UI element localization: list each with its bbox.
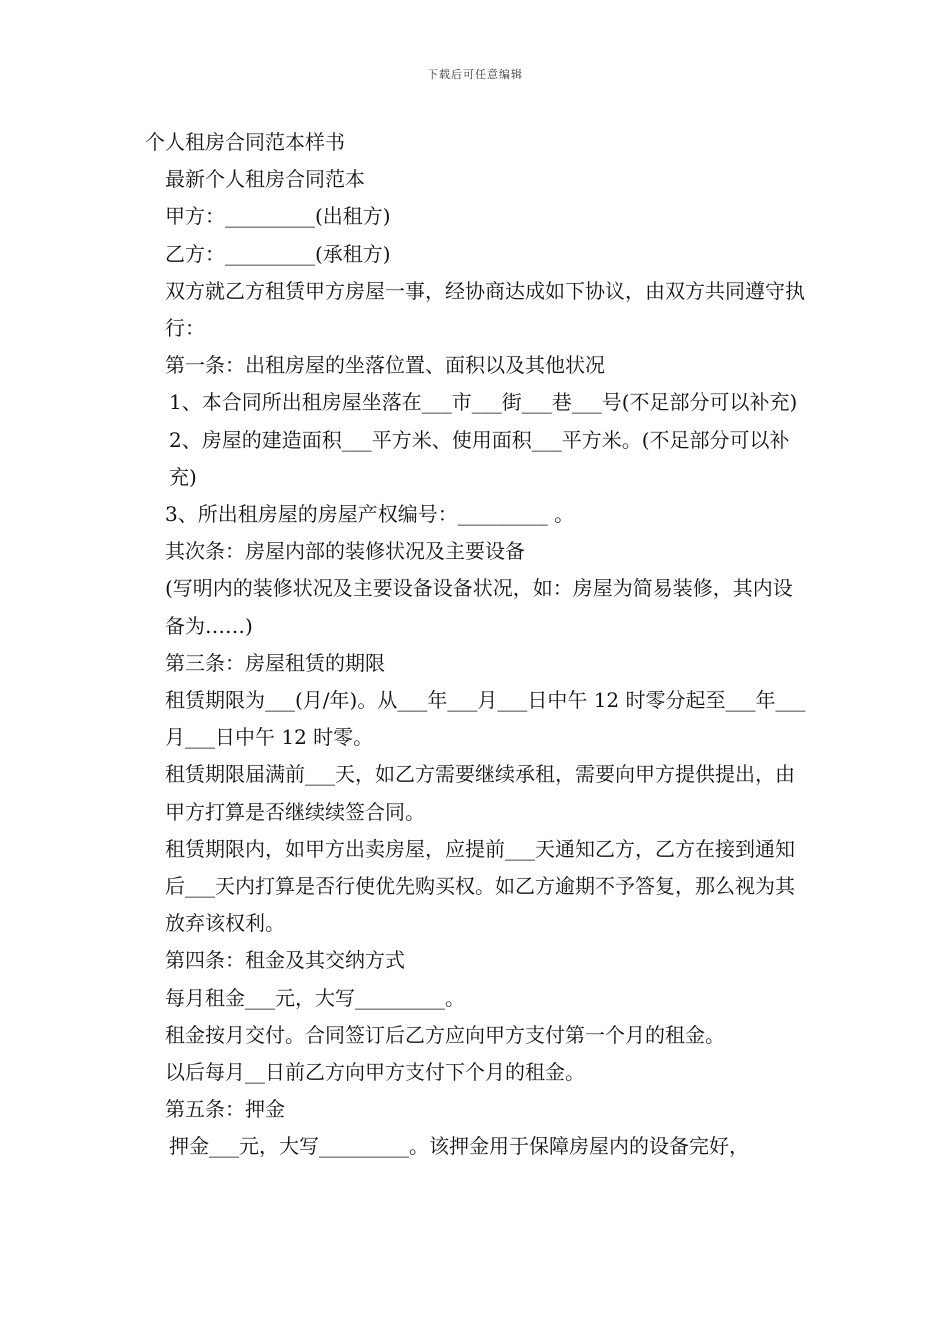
page-header: 下载后可任意编辑 (427, 68, 523, 81)
article-1-item-1: 1、本合同所出租房屋坐落在___市___街___巷___号(不足部分可以补充) (169, 390, 798, 415)
deposit-clause: 押金___元，大写_________。该押金用于保障房屋内的设备完好， (169, 1134, 749, 1159)
monthly-rent: 每月租金___元，大写_________。 (165, 985, 465, 1010)
party-a: 甲方：_________(出租方) (165, 204, 391, 229)
article-2-note: (写明内的装修状况及主要设备设备状况，如：房屋为简易装修，其内设备为……) (165, 576, 793, 638)
lease-term: 租赁期限为___(月/年)。从___年___月___日中午 12 时零分起至___年___月___日中午 12 时零。 (165, 688, 806, 750)
document-body (145, 124, 810, 1166)
party-b: 乙方：_________(承租方) (165, 241, 391, 266)
article-1-item-2: 2、房屋的建造面积___平方米、使用面积___平方米。(不足部分可以补充) (169, 427, 790, 489)
agreement-intro: 双方就乙方租赁甲方房屋一事，经协商达成如下协议，由双方共同遵守执行： (165, 278, 805, 341)
article-4-heading: 第四条：租金及其交纳方式 (165, 948, 405, 973)
article-1-item-3: 3、所出租房屋的房屋产权编号：_________ 。 (165, 502, 575, 527)
article-5-heading: 第五条：押金 (165, 1097, 285, 1122)
article-1-heading: 第一条：出租房屋的坐落位置、面积以及其他状况 (165, 353, 605, 378)
lease-renewal: 租赁期限届满前___天，如乙方需要继续承租，需要向甲方提供提出，由甲方打算是否继续续签合同。 (165, 762, 795, 824)
article-3-heading: 第三条：房屋租赁的期限 (165, 650, 385, 675)
document-title: 个人租房合同范本样书 (145, 130, 345, 154)
rent-payment-first: 租金按月交付。合同签订后乙方应向甲方支付第一个月的租金。 (165, 1022, 725, 1047)
lease-sale-notice: 租赁期限内，如甲方出卖房屋，应提前___天通知乙方，乙方在接到通知后___天内打算是否行使优先购买权。如乙方逾期不予答复，那么视为其放弃该权利。 (165, 836, 795, 936)
subtitle: 最新个人租房合同范本 (165, 167, 365, 192)
article-2-heading: 其次条：房屋内部的装修状况及主要设备 (165, 539, 525, 564)
rent-payment-monthly: 以后每月__日前乙方向甲方支付下个月的租金。 (165, 1060, 585, 1085)
